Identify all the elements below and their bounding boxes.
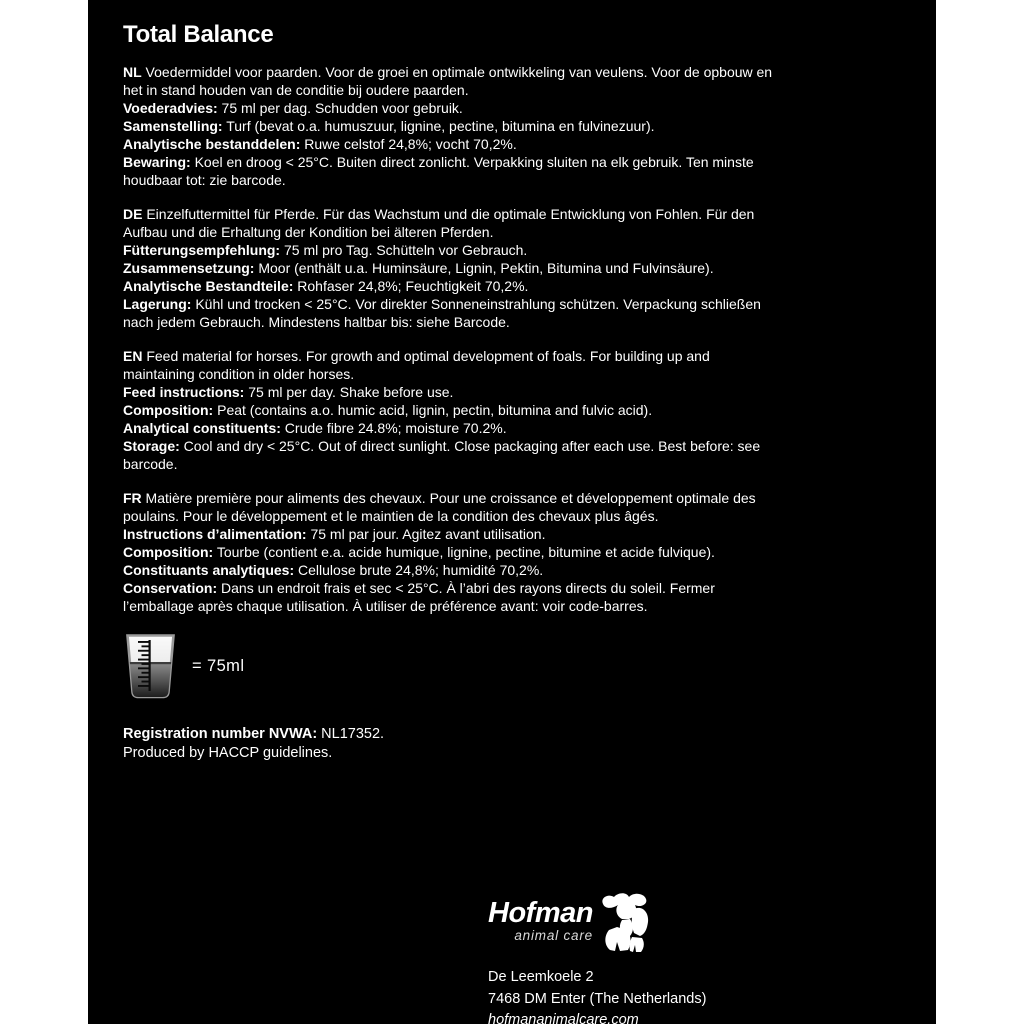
- section-intro: NL Voedermiddel voor paarden. Voor de groei en optimale ontwikkeling van veulens. Voor de opbouw en het in stand houden van de conditie bij oudere paarden.: [123, 64, 773, 98]
- lang-code: FR: [123, 490, 142, 506]
- measuring-cup-icon: [123, 633, 178, 699]
- composition: Composition: Peat (contains a.o. humic acid, lignin, pectin, bitumina and fulvic acid).: [123, 402, 653, 418]
- section-fr: [123, 489, 773, 615]
- storage: Bewaring: Koel en droog < 25°C. Buiten direct zonlicht. Verpakking sluiten na elk gebruik. Ten minste houdbaar tot: zie barcode.: [123, 154, 754, 188]
- section-de: [123, 205, 773, 331]
- storage: Storage: Cool and dry < 25°C. Out of direct sunlight. Close packaging after each use. Best before: see barcode.: [123, 438, 761, 472]
- storage: Conservation: Dans un endroit frais et sec < 25°C. À l’abri des rayons directs du soleil. Fermer l’emballage après chaque utilisation. À utiliser de préférence avant: voir code-barres.: [123, 580, 715, 614]
- dosage-amount: = 75ml: [192, 656, 245, 675]
- brand-name: Hofman: [488, 897, 593, 929]
- lang-code: NL: [123, 64, 142, 80]
- product-label: [88, 0, 936, 1028]
- brand-text: [488, 898, 593, 943]
- registration-number: Registration number NVWA: NL17352.: [123, 726, 385, 742]
- registration-block: [123, 725, 936, 762]
- feeding-advice: Fütterungsempfehlung: 75 ml pro Tag. Schütteln vor Gebrauch.: [123, 242, 528, 258]
- analytical-constituents: Analytische Bestandteile: Rohfaser 24,8%; Feuchtigkeit 70,2%.: [123, 278, 529, 294]
- haccp-line: Produced by HACCP guidelines.: [123, 744, 333, 761]
- product-title: Total Balance: [123, 21, 274, 48]
- address-line-1: De Leemkoele 2: [488, 969, 594, 985]
- composition: Zusammensetzung: Moor (enthält u.a. Huminsäure, Lignin, Pektin, Bitumina und Fulvinsäure).: [123, 260, 714, 276]
- section-intro: EN Feed material for horses. For growth and optimal development of foals. For building up and maintaining condition in older horses.: [123, 348, 710, 382]
- language-sections: [123, 63, 773, 615]
- composition: Samenstelling: Turf (bevat o.a. humuszuur, lignine, pectine, bitumina en fulvinezuur).: [123, 118, 655, 134]
- brand-row: [488, 898, 788, 954]
- section-nl: [123, 63, 773, 189]
- section-en: [123, 347, 773, 473]
- lang-code: EN: [123, 348, 143, 364]
- analytical-constituents: Constituants analytiques: Cellulose brute 24,8%; humidité 70,2%.: [123, 562, 544, 578]
- dosage-row: [123, 633, 936, 699]
- feeding-advice: Voederadvies: 75 ml per dag. Schudden voor gebruik.: [123, 100, 463, 116]
- feeding-advice: Feed instructions: 75 ml per day. Shake before use.: [123, 384, 454, 400]
- website-url: hofmananimalcare.com: [488, 1012, 639, 1028]
- analytical-constituents: Analytical constituents: Crude fibre 24.8%; moisture 70.2%.: [123, 420, 507, 436]
- brand-tagline: animal care: [514, 928, 593, 943]
- feeding-advice: Instructions d’alimentation: 75 ml par jour. Agitez avant utilisation.: [123, 526, 546, 542]
- section-intro: DE Einzelfuttermittel für Pferde. Für das Wachstum und die optimale Entwicklung von Fohlen. Für den Aufbau und die Erhaltung der Kondition bei älteren Pferden.: [123, 206, 755, 240]
- address-block: [488, 967, 788, 1032]
- address-line-2: 7468 DM Enter (The Netherlands): [488, 990, 707, 1007]
- analytical-constituents: Analytische bestanddelen: Ruwe celstof 24,8%; vocht 70,2%.: [123, 136, 517, 152]
- composition: Composition: Tourbe (contient e.a. acide humique, lignine, pectine, bitumine et acide fulvique).: [123, 544, 715, 560]
- hofman-animals-logo: [601, 892, 651, 954]
- lang-code: DE: [123, 206, 143, 222]
- footer-block: [488, 898, 788, 1032]
- storage: Lagerung: Kühl und trocken < 25°C. Vor direkter Sonneneinstrahlung schützen. Verpackung schließen nach jedem Gebrauch. Mindestens haltbar bis: siehe Barcode.: [123, 296, 761, 330]
- section-intro: FR Matière première pour aliments des chevaux. Pour une croissance et développement optimale des poulains. Pour le développement et le maintien de la condition des chevaux plus âgés.: [123, 490, 756, 524]
